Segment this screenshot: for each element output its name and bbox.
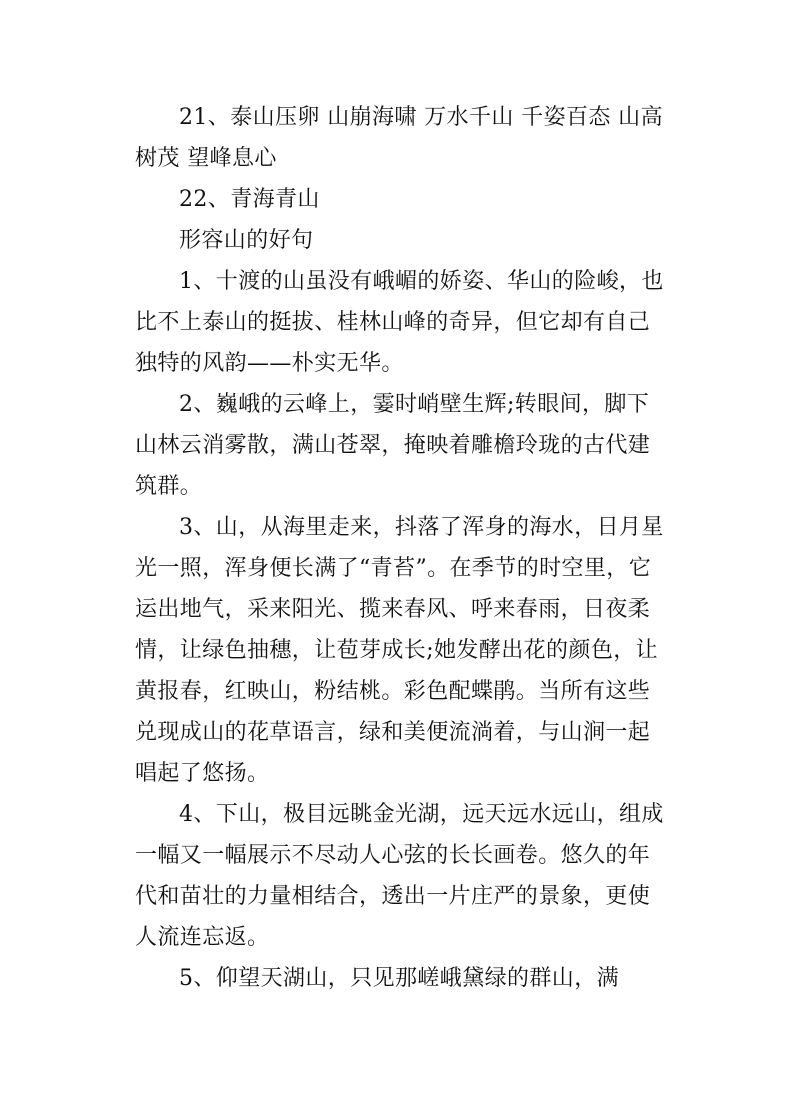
document-body [135,97,665,999]
paragraph-2: 2、巍峨的云峰上，霎时峭壁生辉;转眼间，脚下山林云消雾散，满山苍翠，掩映着雕檐玲珑的古代建筑群。 [135,392,651,499]
paragraph-22: 22、青海青山 [179,187,320,212]
paragraph-4: 4、下山，极目远眺金光湖，远天远水远山，组成一幅又一幅展示不尽动人心弦的长长画卷。悠久的年代和苗壮的力量相结合，透出一片庄严的景象，更使人流连忘返。 [135,802,664,950]
paragraph-21: 21、泰山压卵 山崩海啸 万水千山 千姿百态 山高树茂 望峰息心 [135,105,663,171]
section-heading: 形容山的好句 [179,228,314,253]
paragraph-5: 5、仰望天湖山，只见那嵯峨黛绿的群山，满 [179,966,619,991]
paragraph-1: 1、十渡的山虽没有峨嵋的娇姿、华山的险峻，也比不上泰山的挺拔、桂林山峰的奇异，但它却有自己独特的风韵——朴实无华。 [135,269,664,376]
paragraph-3: 3、山，从海里走来，抖落了浑身的海水，日月星光一照，浑身便长满了“青苔”。在季节的时空里，它运出地气，采来阳光、揽来春风、呼来春雨，日夜柔情，让绿色抽穗，让苞芽成长;她发酵出花的颜色，让黄报春，红映山，粉结桃。彩色配蝶鹃。当所有这些兑现成山的花草语言，绿和美便流淌着，与山涧一起唱起了悠扬。 [135,515,664,786]
